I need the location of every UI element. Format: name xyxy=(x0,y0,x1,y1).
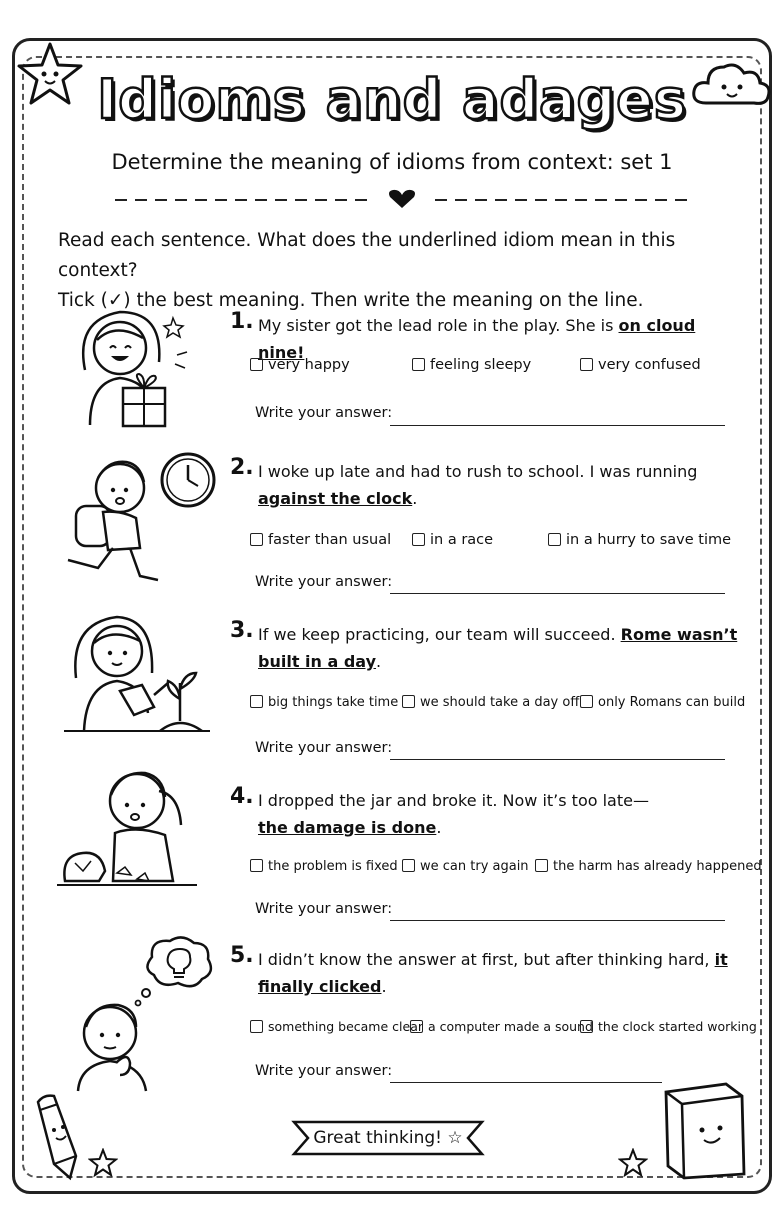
checkbox[interactable] xyxy=(548,533,561,546)
pencil-mascot-icon xyxy=(30,1092,88,1184)
checkbox[interactable] xyxy=(250,533,263,546)
underlined-idiom: against the clock xyxy=(258,489,413,508)
option-2[interactable]: in a race xyxy=(412,532,493,548)
question-sentence: My sister got the lead role in the play. She is on cloud nine! xyxy=(258,316,696,362)
checkbox[interactable] xyxy=(250,1020,263,1033)
question-sentence: I dropped the jar and broke it. Now it’s too late— the damage is done. xyxy=(258,791,649,837)
question-2 xyxy=(230,455,750,598)
instructions-line-2: Tick (✓) the best meaning. Then write the meaning on the line. xyxy=(58,290,644,311)
option-2[interactable]: we should take a day off xyxy=(402,695,579,710)
page-title: Idioms and adages xyxy=(97,68,687,131)
answer-line[interactable] xyxy=(390,592,725,594)
option-2[interactable]: a computer made a sound xyxy=(410,1019,593,1034)
answer-label: Write your answer: xyxy=(255,405,393,421)
answer-label: Write your answer: xyxy=(255,1063,393,1079)
boy-thinking-lightbulb-picture xyxy=(70,935,220,1093)
footer-label: Great thinking! ☆ xyxy=(313,1128,463,1148)
answer-line[interactable] xyxy=(390,758,725,760)
checkbox[interactable] xyxy=(412,533,425,546)
star-icon xyxy=(88,1148,118,1178)
footer-banner xyxy=(290,1118,486,1158)
girl-watering-plant-picture xyxy=(62,603,212,738)
answer-line[interactable] xyxy=(390,1081,662,1083)
underlined-idiom: the damage is done xyxy=(258,818,437,837)
question-number: 2. xyxy=(230,455,254,480)
checkbox[interactable] xyxy=(250,358,263,371)
page-subtitle: Determine the meaning of idioms from context: set 1 xyxy=(111,150,673,174)
girl-with-gift-picture xyxy=(65,300,195,435)
answer-label: Write your answer: xyxy=(255,574,393,590)
question-1 xyxy=(230,309,750,432)
option-3[interactable]: only Romans can build xyxy=(580,695,745,710)
question-sentence: I didn’t know the answer at first, but after thinking hard, it finally clicked. xyxy=(258,950,728,996)
question-4 xyxy=(230,784,762,922)
option-2[interactable]: we can try again xyxy=(402,859,529,874)
checkbox[interactable] xyxy=(535,859,548,872)
star-icon: ☆ xyxy=(447,1128,463,1148)
question-number: 4. xyxy=(230,784,254,809)
heart-divider xyxy=(115,188,690,212)
question-3 xyxy=(230,618,750,761)
question-number: 3. xyxy=(230,618,254,643)
underlined-idiom: it finally clicked xyxy=(258,950,728,996)
answer-line[interactable] xyxy=(390,919,725,921)
checkbox[interactable] xyxy=(412,358,425,371)
option-1[interactable]: something became clear xyxy=(250,1019,423,1034)
option-1[interactable]: very happy xyxy=(250,357,350,373)
checkbox[interactable] xyxy=(580,695,593,708)
checkbox[interactable] xyxy=(580,358,593,371)
question-number: 5. xyxy=(230,943,254,968)
answer-line[interactable] xyxy=(390,424,725,426)
checkbox[interactable] xyxy=(410,1020,423,1033)
question-sentence: I woke up late and had to rush to school. I was running against the clock. xyxy=(258,462,698,508)
option-3[interactable]: in a hurry to save time xyxy=(548,532,731,548)
heart-icon xyxy=(389,190,415,208)
boy-with-broken-jar-picture xyxy=(55,755,205,895)
question-5 xyxy=(230,943,757,1086)
boy-running-with-clock-picture xyxy=(58,448,220,590)
option-1[interactable]: big things take time xyxy=(250,695,398,710)
underlined-idiom: on cloud nine! xyxy=(258,316,696,362)
option-1[interactable]: the problem is fixed xyxy=(250,859,398,874)
option-1[interactable]: faster than usual xyxy=(250,532,391,548)
checkbox[interactable] xyxy=(250,859,263,872)
checkbox[interactable] xyxy=(402,695,415,708)
option-3[interactable]: very confused xyxy=(580,357,701,373)
question-sentence: If we keep practicing, our team will succeed. Rome wasn’t built in a day. xyxy=(258,625,738,671)
instructions-line-1: Read each sentence. What does the underlined idiom mean in this context? xyxy=(58,230,676,281)
star-icon xyxy=(618,1148,648,1178)
checkbox[interactable] xyxy=(580,1020,593,1033)
option-3[interactable]: the clock started working xyxy=(580,1019,757,1034)
answer-label: Write your answer: xyxy=(255,740,393,756)
option-2[interactable]: feeling sleepy xyxy=(412,357,531,373)
checkbox[interactable] xyxy=(402,859,415,872)
underlined-idiom: Rome wasn’t built in a day xyxy=(258,625,738,671)
checkbox[interactable] xyxy=(250,695,263,708)
book-mascot-icon xyxy=(656,1078,756,1182)
answer-label: Write your answer: xyxy=(255,901,393,917)
question-number: 1. xyxy=(230,309,254,334)
option-3[interactable]: the harm has already happened xyxy=(535,859,762,874)
